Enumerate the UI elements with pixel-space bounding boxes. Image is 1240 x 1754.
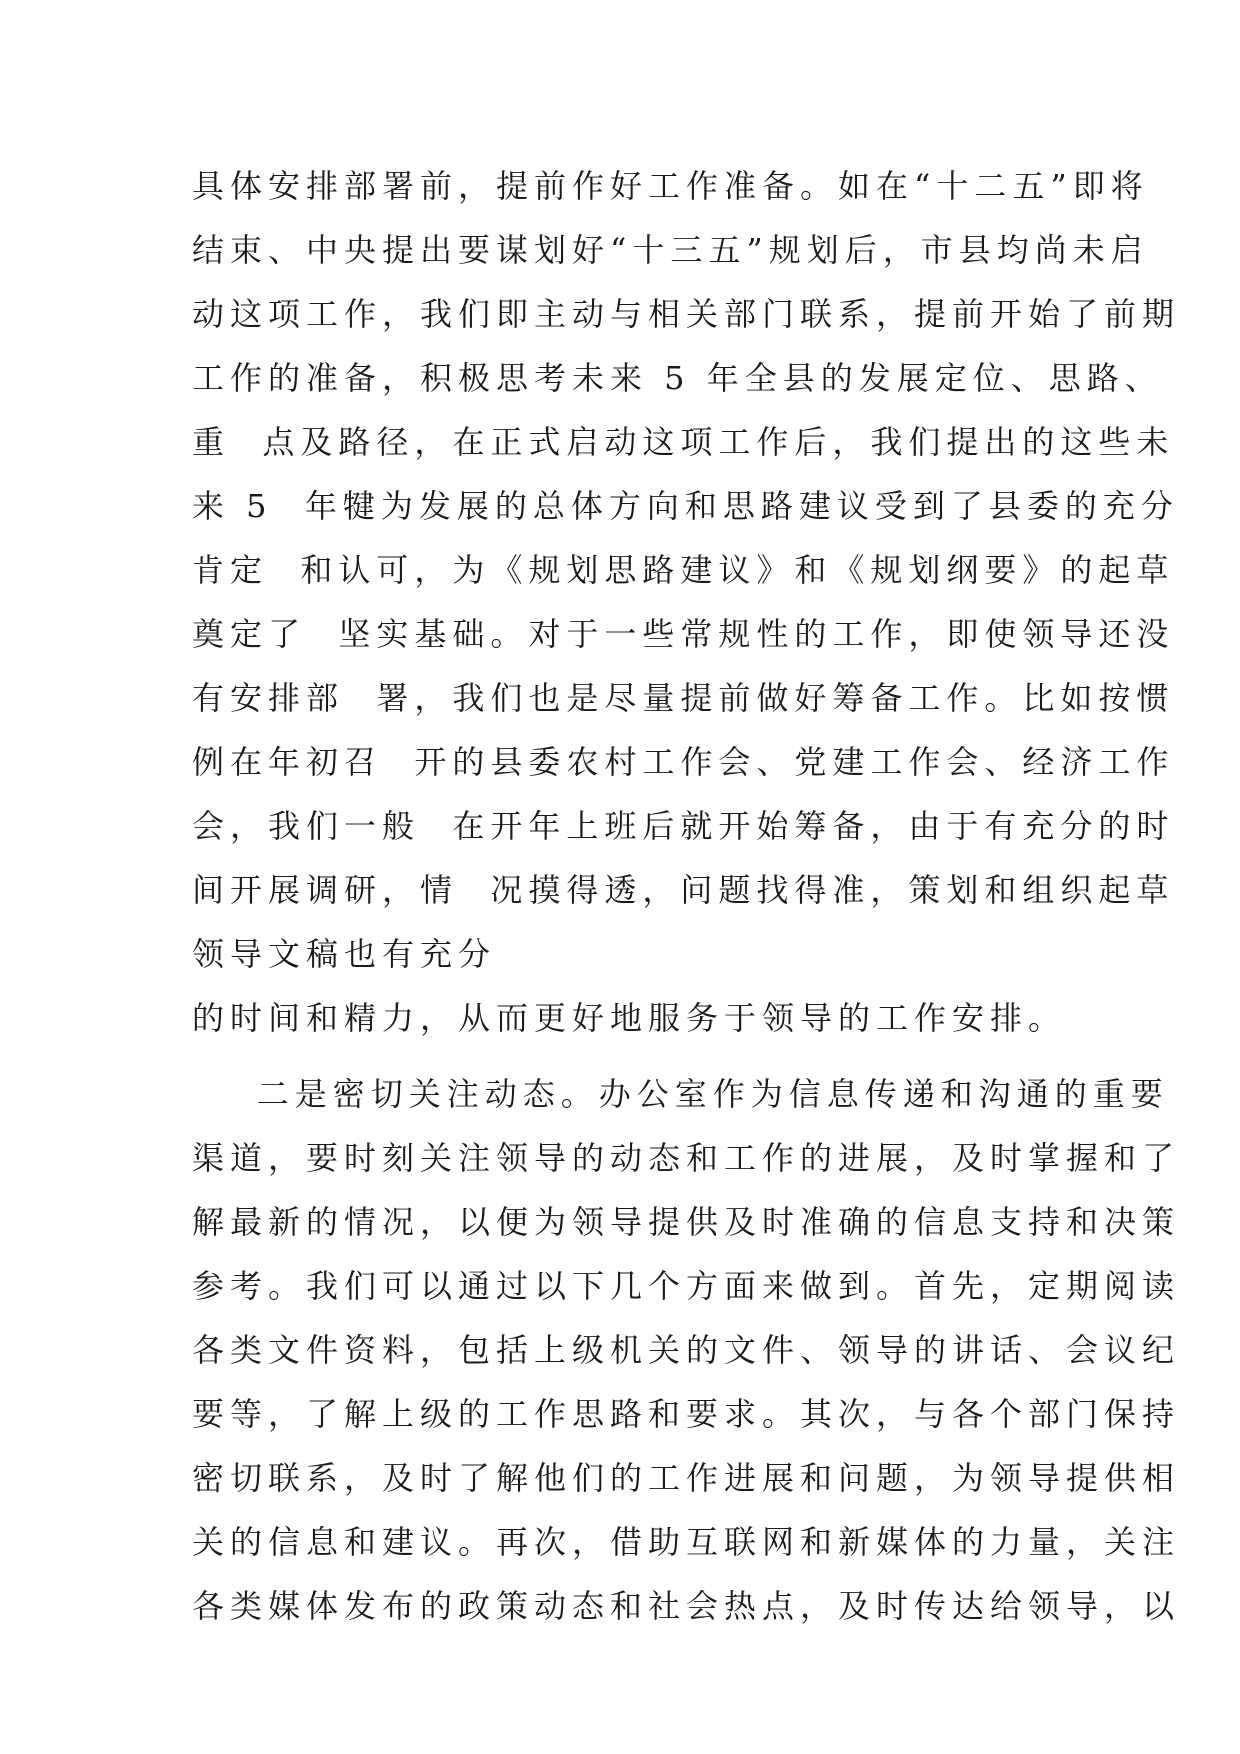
text-line: 有安排部 署，我们也是尽量提前做好筹备工作。比如按惯	[192, 679, 1175, 717]
text-line: 动这项工作，我们即主动与相关部门联系，提前开始了前期	[192, 295, 1181, 333]
text-line: 具体安排部署前，提前作好工作准备。如在“十二五”即将	[192, 167, 1149, 205]
text-line: 的时间和精力，从而更好地服务于领导的工作安排。	[192, 999, 1067, 1037]
text-line: 关的信息和建议。再次，借助互联网和新媒体的力量，关注	[192, 1523, 1181, 1561]
text-line: 奠定了 坚实基础。对于一些常规性的工作，即使领导还没	[192, 615, 1175, 653]
text-line: 解最新的情况，以便为领导提供及时准确的信息支持和决策	[192, 1203, 1181, 1241]
text-line: 会，我们一般 在开年上班后就开始筹备，由于有充分的时	[192, 807, 1175, 845]
text-line: 结束、中央提出要谋划好“十三五”规划后，市县均尚未启	[192, 231, 1149, 269]
text-line: 参考。我们可以通过以下几个方面来做到。首先，定期阅读	[192, 1267, 1181, 1305]
text-line: 领导文稿也有充分	[192, 935, 497, 973]
text-line: 渠道，要时刻关注领导的动态和工作的进展，及时掌握和了	[192, 1139, 1181, 1177]
text-line: 间开展调研，情 况摸得透，问题找得准，策划和组织起草	[192, 871, 1175, 909]
text-line: 要等，了解上级的工作思路和要求。其次，与各个部门保持	[192, 1395, 1181, 1433]
text-line: 各类媒体发布的政策动态和社会热点，及时传达给领导，以	[192, 1587, 1181, 1625]
text-line: 肯定 和认可，为《规划思路建议》和《规划纲要》的起草	[192, 551, 1175, 589]
text-line: 各类文件资料，包括上级机关的文件、领导的讲话、会议纪	[192, 1331, 1181, 1369]
text-line: 例在年初召 开的县委农村工作会、党建工作会、经济工作	[192, 743, 1175, 781]
document-body	[192, 154, 1181, 1638]
text-line: 密切联系，及时了解他们的工作进展和问题，为领导提供相	[192, 1459, 1181, 1497]
text-line: 来 5 年犍为发展的总体方向和思路建议受到了县委的充分	[192, 487, 1179, 525]
text-line: 工作的准备，积极思考未来 5 年全县的发展定位、思路、	[192, 359, 1163, 397]
text-line: 重 点及路径，在正式启动这项工作后，我们提出的这些未	[192, 423, 1175, 461]
paragraph-start-line: 二是密切关注动态。办公室作为信息传递和沟通的重要	[192, 1075, 1169, 1113]
